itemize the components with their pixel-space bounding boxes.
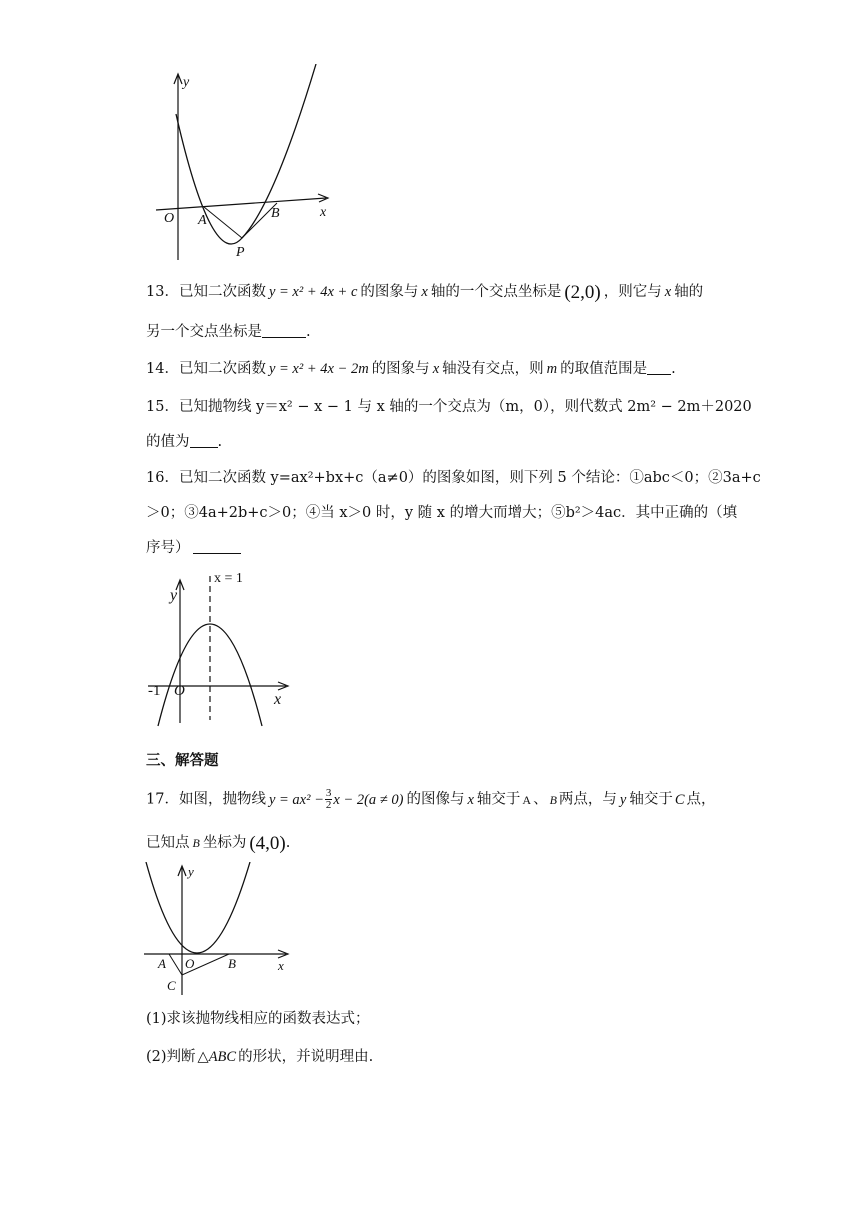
fig2-label-y: y: [170, 587, 178, 604]
answer-blank: [190, 433, 218, 448]
q17-line1: 17．如图，抛物线 y = ax² − $\frac{3}{2}$ x − 2(a ≠ 0) 的图像与 x 轴交于 A 、 B 两点，与 y 轴交于 C 点，: [146, 787, 716, 811]
fig1-label-p: P: [236, 245, 245, 260]
fig3-label-y: y: [188, 864, 194, 879]
q15-line2: 的值为 .: [146, 434, 223, 450]
fig2-label-x: x: [274, 691, 282, 708]
fig2-label-x1: x = 1: [214, 571, 243, 586]
fig2-label-minus1: -1: [148, 683, 161, 699]
fig3-label-c: C: [167, 978, 176, 993]
answer-blank: [647, 360, 671, 375]
section-heading: 三、解答题: [146, 753, 219, 769]
parabola-curve: [146, 862, 250, 953]
q16-line1: 16．已知二次函数 y=ax²+bx+c（a≠0）的图象如图，则下列 5 个结论：①abc＜0；②3a+c: [146, 470, 761, 486]
q13-line2: 另一个交点坐标是 .: [146, 324, 311, 340]
q15-line1: 15．已知抛物线 y＝x² − x − 1 与 x 轴的一个交点为（m，0），则代数式 2m² − 2m＋2020: [146, 399, 752, 415]
q14-line: 14．已知二次函数 y = x² + 4x − 2m 的图象与 x 轴没有交点，则 m 的取值范围是 .: [146, 361, 676, 377]
figure-parabola-abc: [140, 862, 290, 997]
figure-parabola-x1: [144, 568, 294, 730]
figure-parabola-apb: [150, 64, 340, 264]
fig3-label-x: x: [278, 958, 284, 973]
fig3-label-o: O: [185, 956, 195, 971]
q17-sub2: (2)判断 △ABC 的形状，并说明理由.: [146, 1049, 374, 1065]
answer-blank: [262, 323, 306, 338]
q16-line3: 序号）: [146, 538, 241, 558]
fig1-label-y: y: [183, 75, 190, 90]
q17-line2: 已知点 B 坐标为 (4,0).: [146, 833, 291, 854]
fig3-label-a: A: [158, 956, 166, 971]
fig1-label-b: B: [271, 206, 280, 221]
q17-sub1: (1)求该抛物线相应的函数表达式；: [146, 1011, 370, 1027]
fig1-label-x: x: [320, 205, 327, 220]
fig1-label-o: O: [164, 211, 175, 226]
parabola-curve: [176, 64, 316, 244]
q16-line2: ＞0；③4a+2b+c＞0；④当 x＞0 时，y 随 x 的增大而增大；⑤b²＞4ac．其中正确的（填: [146, 505, 738, 521]
answer-blank: [193, 539, 241, 554]
triangle-apb: [204, 203, 277, 238]
triangle-abc: [169, 954, 229, 975]
fig1-label-a: A: [198, 213, 207, 228]
fig3-label-b: B: [228, 956, 236, 971]
fig2-label-o: O: [174, 683, 185, 699]
q13-line1: 13．已知二次函数 y = x² + 4x + c 的图象与 x 轴的一个交点坐标是 (2,0) ，则它与 x 轴的: [146, 282, 704, 303]
